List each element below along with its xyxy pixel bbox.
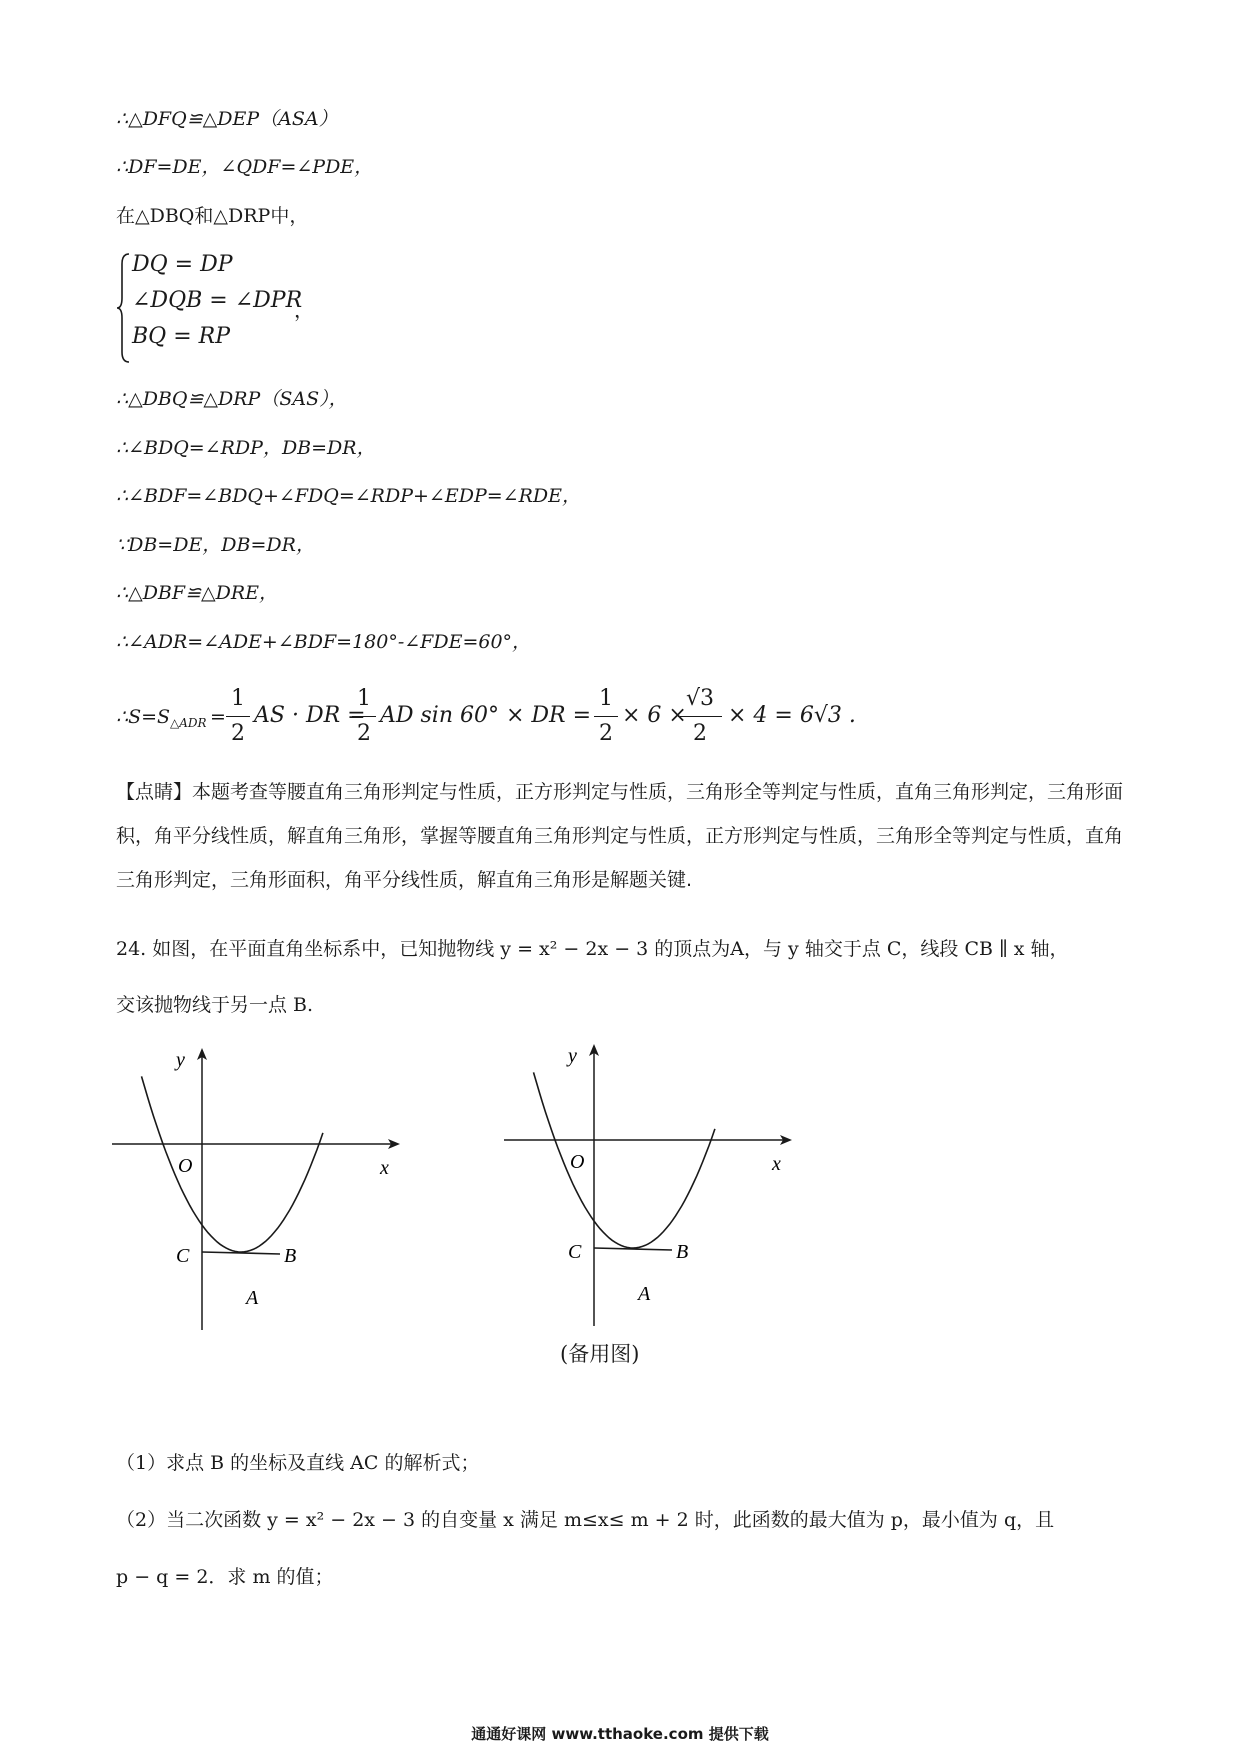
- proof-line-congruent-sas: ∴△DBQ≌△DRP（SAS），: [116, 388, 348, 410]
- system-row-2: ∠DQB = ∠DPR: [132, 288, 303, 313]
- backup-figure-caption: (备用图): [560, 1342, 640, 1366]
- question-part-1: （1）求点 B 的坐标及直线 AC 的解析式；: [116, 1452, 480, 1474]
- question-part-2-line-2: p − q = 2．求 m 的值；: [116, 1566, 334, 1588]
- area-subscript: △ADR: [170, 716, 207, 730]
- fraction-3: 1 2: [594, 684, 618, 749]
- question-24-line-1: 24. 如图，在平面直角坐标系中，已知抛物线 y = x² − 2x − 3 的顶点为A，与 y 轴交于点 C，线段 CB ∥ x 轴，: [116, 938, 1069, 960]
- label-y: y: [568, 1045, 577, 1067]
- parabola-graph-backup: [500, 1036, 800, 1336]
- parabola-curve: [534, 1072, 715, 1248]
- label-o: O: [178, 1155, 193, 1177]
- label-b: B: [284, 1245, 297, 1267]
- proof-line-angle-bdq: ∴∠BDQ=∠RDP，DB=DR，: [116, 437, 376, 459]
- proof-line-consider-triangles: 在△DBQ和△DRP中，: [116, 205, 309, 227]
- label-x: x: [380, 1157, 389, 1179]
- label-c: C: [568, 1241, 582, 1263]
- label-c: C: [176, 1245, 190, 1267]
- area-term-1: AS · DR =: [254, 703, 366, 728]
- proof-line-angle-bdf: ∴∠BDF=∠BDQ+∠FDQ=∠RDP+∠EDP=∠RDE，: [116, 485, 581, 507]
- proof-line-angle-adr: ∴∠ADR=∠ADE+∠BDF=180°-∠FDE=60°，: [116, 631, 532, 653]
- label-a: A: [638, 1283, 651, 1305]
- label-y: y: [176, 1049, 185, 1071]
- area-term-4: × 4 = 6√3 .: [728, 703, 856, 728]
- segment-cb: [594, 1248, 672, 1250]
- parabola-graph-main: [108, 1040, 408, 1340]
- area-term-2: AD sin 60° × DR =: [380, 703, 592, 728]
- label-a: A: [246, 1287, 259, 1309]
- segment-cb: [202, 1252, 280, 1254]
- label-o: O: [570, 1151, 585, 1173]
- fraction-4: √3 2: [678, 684, 722, 749]
- area-prefix: ∴S=S: [116, 706, 171, 728]
- system-row-3: BQ = RP: [132, 324, 230, 349]
- parabola-curve: [142, 1076, 323, 1252]
- question-part-2-line-1: （2）当二次函数 y = x² − 2x − 3 的自变量 x 满足 m≤x≤ m + 2 时，此函数的最大值为 p，最小值为 q，且: [116, 1509, 1055, 1531]
- left-brace-icon: [116, 252, 132, 364]
- comment-paragraph: 【点睛】本题考查等腰直角三角形判定与性质，正方形判定与性质，三角形全等判定与性质，直角三角形判定，三角形面积，角平分线性质，解直角三角形，掌握等腰直角三角形判定与性质，正方形判定与性质，三角形全等判定与性质，直角三角形判定，三角形面积，角平分线性质，解直角三角形是解题关键.: [116, 781, 1124, 891]
- area-term-3: × 6 ×: [622, 703, 687, 728]
- footer-source: 通通好课网 www.tthaoke.com 提供下载: [471, 1725, 769, 1743]
- proof-line-db-de: ∵DB=DE，DB=DR，: [116, 534, 315, 556]
- fraction-2: 1 2: [352, 684, 376, 749]
- question-24-line-2: 交该抛物线于另一点 B.: [116, 994, 314, 1016]
- proof-line-df-de: ∴DF=DE，∠QDF=∠PDE，: [116, 156, 374, 178]
- system-comma: ，: [294, 298, 314, 322]
- equation-system: [116, 252, 376, 364]
- area-equals: =: [210, 706, 226, 728]
- proof-line-congruent-asa: ∴△DFQ≌△DEP（ASA）: [116, 108, 338, 130]
- area-formula: [116, 684, 916, 754]
- label-x: x: [772, 1153, 781, 1175]
- proof-line-congruent-dbf: ∴△DBF≌△DRE，: [116, 582, 279, 604]
- label-b: B: [676, 1241, 689, 1263]
- system-row-1: DQ = DP: [132, 252, 233, 277]
- fraction-1: 1 2: [226, 684, 250, 749]
